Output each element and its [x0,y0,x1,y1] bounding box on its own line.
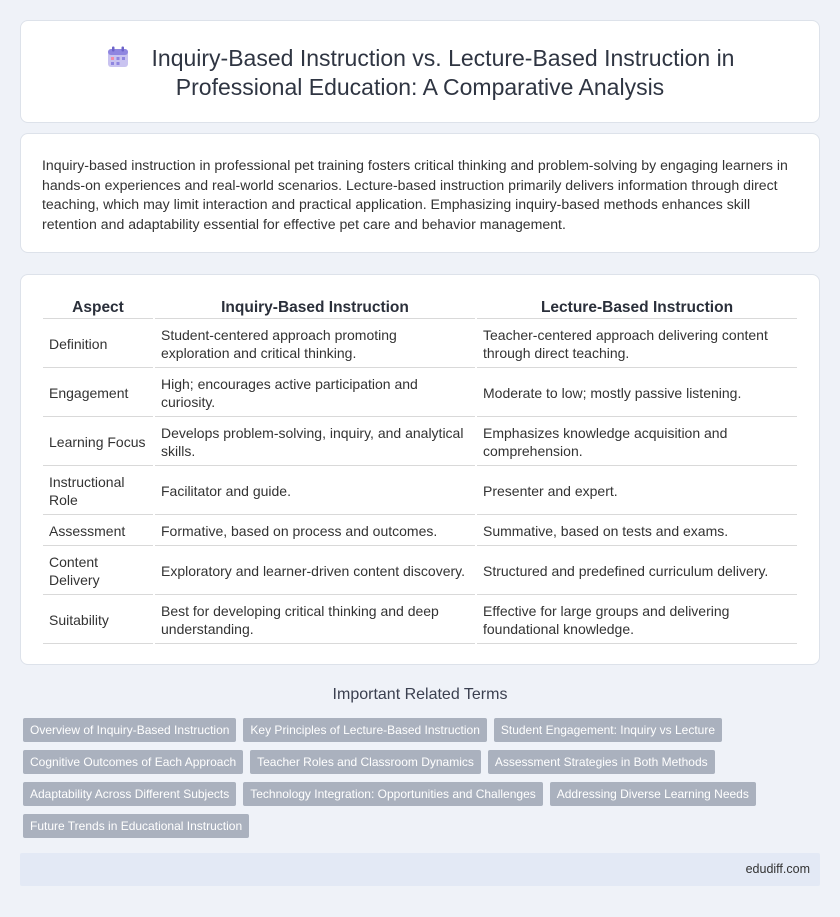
aspect-cell: Engagement [43,370,153,417]
footer [20,853,820,886]
table-row [43,321,797,368]
lecture-cell: Structured and predefined curriculum delivery. [477,548,797,595]
page-title-wrap [61,44,779,102]
intro-paragraph: Inquiry-based instruction in professional pet training fosters critical thinking and problem-solving by engaging learners in hands-on experiences and real-world scenarios. Lecture-based instruction primarily delivers information through direct teaching, which may limit interaction and practical application. Emphasizing inquiry-based methods enhances skill retention and adaptability essential for effective pet care and behavior management. [42,157,788,232]
related-terms-list [23,718,823,846]
aspect-cell: Instructional Role [43,468,153,515]
aspect-cell: Assessment [43,517,153,546]
related-term-link[interactable]: Key Principles of Lecture-Based Instruction [243,718,486,742]
lecture-cell: Moderate to low; mostly passive listening. [477,370,797,417]
lecture-cell: Summative, based on tests and exams. [477,517,797,546]
lecture-cell: Presenter and expert. [477,468,797,515]
table-row [43,548,797,595]
site-name[interactable]: edudiff.com [745,862,810,876]
lecture-cell: Teacher-centered approach delivering content through direct teaching. [477,321,797,368]
table-row [43,468,797,515]
related-term-link[interactable]: Technology Integration: Opportunities and Challenges [243,782,543,806]
header-inquiry: Inquiry-Based Instruction [155,297,475,319]
aspect-cell: Learning Focus [43,419,153,466]
related-term-link[interactable]: Cognitive Outcomes of Each Approach [23,750,243,774]
table-row [43,517,797,546]
related-term-link[interactable]: Future Trends in Educational Instruction [23,814,249,838]
inquiry-cell: Best for developing critical thinking and deep understanding. [155,597,475,644]
lecture-cell: Emphasizes knowledge acquisition and comprehension. [477,419,797,466]
aspect-cell: Content Delivery [43,548,153,595]
page-title: Inquiry-Based Instruction vs. Lecture-Based Instruction in Professional Education: A Comparative Analysis [151,45,735,100]
related-terms-heading: Important Related Terms [332,686,508,703]
related-term-link[interactable]: Addressing Diverse Learning Needs [550,782,756,806]
aspect-cell: Definition [43,321,153,368]
table-row [43,370,797,417]
table-row [43,419,797,466]
comparison-table [41,295,799,646]
inquiry-cell: Facilitator and guide. [155,468,475,515]
inquiry-cell: Student-centered approach promoting exploration and critical thinking. [155,321,475,368]
related-term-link[interactable]: Overview of Inquiry-Based Instruction [23,718,236,742]
header-aspect: Aspect [43,297,153,319]
table-header-row [43,297,797,319]
related-term-link[interactable]: Assessment Strategies in Both Methods [488,750,715,774]
title-card [20,20,820,123]
table-row [43,597,797,644]
calendar-icon [106,45,130,69]
inquiry-cell: Develops problem-solving, inquiry, and analytical skills. [155,419,475,466]
related-term-link[interactable]: Teacher Roles and Classroom Dynamics [250,750,481,774]
inquiry-cell: Exploratory and learner-driven content discovery. [155,548,475,595]
header-lecture: Lecture-Based Instruction [477,297,797,319]
related-term-link[interactable]: Student Engagement: Inquiry vs Lecture [494,718,722,742]
comparison-card [20,274,820,665]
inquiry-cell: High; encourages active participation and curiosity. [155,370,475,417]
inquiry-cell: Formative, based on process and outcomes. [155,517,475,546]
aspect-cell: Suitability [43,597,153,644]
related-term-link[interactable]: Adaptability Across Different Subjects [23,782,236,806]
lecture-cell: Effective for large groups and delivering foundational knowledge. [477,597,797,644]
intro-card [20,133,820,253]
